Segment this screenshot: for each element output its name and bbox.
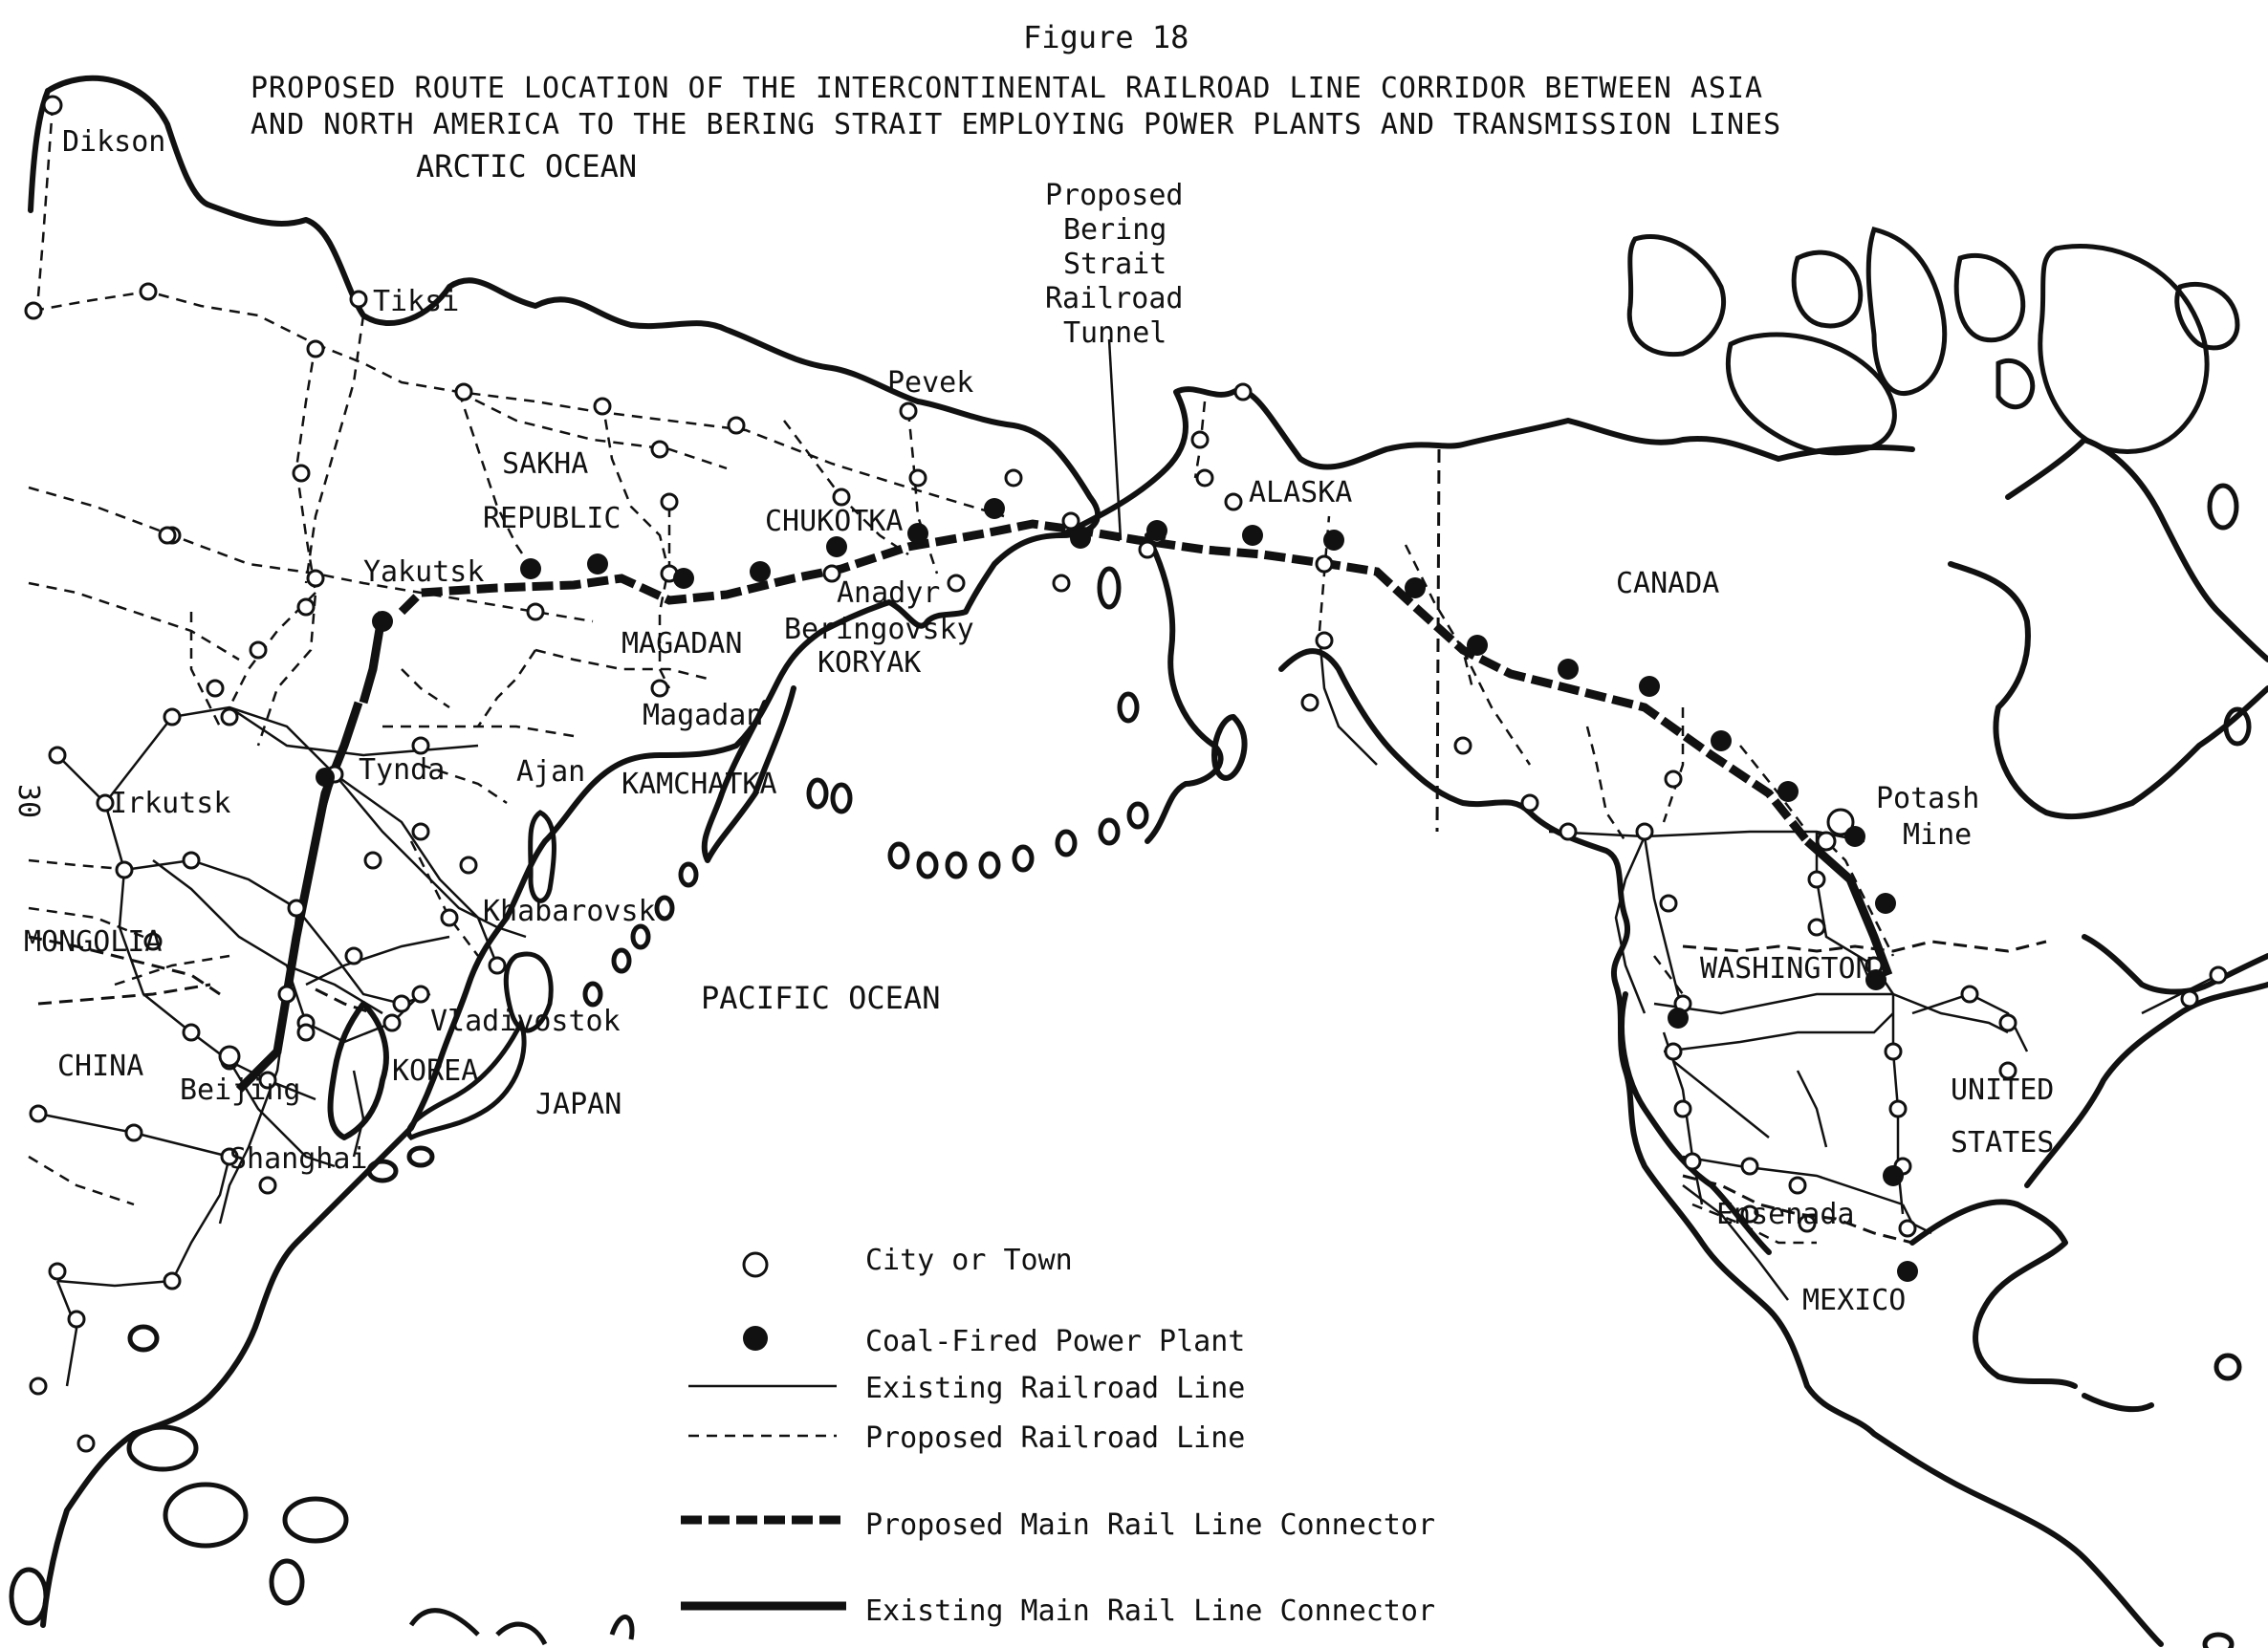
- city-marker: [1886, 1044, 1901, 1059]
- shanghai-label: Shanghai: [229, 1142, 368, 1176]
- city-marker: [184, 853, 199, 868]
- city-marker: [44, 97, 61, 114]
- city-marker: [1685, 1154, 1700, 1169]
- united-states-label-line1: UNITED: [1951, 1073, 2055, 1107]
- city-marker: [1790, 1178, 1805, 1193]
- city-marker: [1197, 470, 1212, 486]
- city-marker: [207, 681, 223, 696]
- sakha-label-line1: SAKHA: [502, 447, 589, 481]
- power-plant-marker: [520, 558, 541, 579]
- city-marker: [69, 1312, 84, 1327]
- irkutsk-label: Irkutsk: [110, 787, 231, 820]
- power-plant-marker: [1875, 893, 1896, 914]
- city-marker: [442, 910, 457, 925]
- city-marker: [528, 604, 543, 619]
- vladivostok-label: Vladivostok: [430, 1005, 621, 1038]
- pacific-ocean-label: PACIFIC OCEAN: [701, 980, 941, 1016]
- city-marker: [490, 958, 505, 973]
- city-marker: [351, 292, 366, 307]
- city-marker: [308, 571, 323, 586]
- power-plant-marker: [1639, 676, 1660, 697]
- city-marker: [1063, 513, 1079, 529]
- ajan-label: Ajan: [516, 755, 586, 789]
- power-plant-marker: [1242, 525, 1263, 546]
- city-marker: [160, 528, 175, 543]
- chukotka-label: CHUKOTKA: [765, 505, 904, 538]
- city-marker: [1226, 494, 1241, 510]
- city-marker: [279, 987, 294, 1002]
- margin-mark: 30: [11, 784, 45, 819]
- city-marker: [1900, 1221, 1915, 1236]
- map-labels: [11, 125, 2054, 1317]
- city-marker: [1140, 542, 1155, 557]
- tiksi-label: Tiksi: [373, 285, 460, 318]
- city-marker: [164, 1273, 180, 1289]
- kamchatka-label: KAMCHATKA: [622, 768, 777, 801]
- tunnel-label-line2: Bering: [1063, 213, 1167, 247]
- legend-city-symbol: [744, 1253, 767, 1276]
- arctic-ocean-label: ARCTIC OCEAN: [416, 148, 638, 184]
- power-plant-marker: [1558, 659, 1579, 680]
- city-marker: [126, 1125, 142, 1140]
- city-marker: [1560, 824, 1576, 839]
- power-plant-marker: [984, 498, 1005, 519]
- city-marker: [413, 738, 428, 753]
- city-marker: [1302, 695, 1318, 710]
- city-marker: [346, 948, 361, 964]
- city-marker: [1675, 1101, 1690, 1117]
- united-states-label-line2: STATES: [1951, 1126, 2055, 1160]
- power-plant-marker: [1777, 781, 1799, 802]
- power-plant-marker: [1070, 528, 1091, 549]
- city-marker: [1317, 633, 1332, 648]
- legend-proposed-main-label: Proposed Main Rail Line Connector: [865, 1508, 1436, 1542]
- koryak-label: KORYAK: [818, 646, 922, 680]
- legend-plant-label: Coal-Fired Power Plant: [865, 1325, 1246, 1358]
- tunnel-label-line3: Strait: [1063, 248, 1167, 281]
- city-marker: [1054, 575, 1069, 591]
- city-marker: [1455, 738, 1471, 753]
- power-plant-marker: [750, 561, 771, 582]
- legend: [681, 1244, 1435, 1628]
- city-marker: [595, 399, 610, 414]
- legend-proposed-rail-label: Proposed Railroad Line: [865, 1421, 1246, 1455]
- city-marker: [901, 403, 916, 419]
- city-marker: [1661, 896, 1676, 911]
- city-marker: [1809, 872, 1824, 887]
- city-marker: [1192, 432, 1208, 447]
- power-plant-marker: [1405, 577, 1426, 598]
- city-marker: [1666, 771, 1681, 787]
- power-plant-markers: [316, 498, 1918, 1282]
- mexico-label: MEXICO: [1802, 1284, 1907, 1317]
- power-plant-marker: [907, 523, 928, 544]
- power-plant-marker: [1467, 635, 1488, 656]
- city-marker: [220, 1047, 239, 1066]
- city-marker: [949, 575, 964, 591]
- city-marker: [413, 987, 428, 1002]
- tunnel-label-line4: Railroad: [1045, 282, 1184, 315]
- proposed-main-connector: [363, 524, 1807, 841]
- city-marker: [834, 489, 849, 505]
- canada-label: CANADA: [1616, 567, 1720, 600]
- magadan-label: Magadan: [643, 699, 764, 732]
- tynda-label: Tynda: [359, 753, 446, 787]
- city-marker: [308, 341, 323, 357]
- city-marker: [652, 442, 667, 457]
- city-marker: [461, 857, 476, 873]
- washington-label: WASHINGTON: [1700, 952, 1873, 986]
- city-marker: [1666, 1044, 1681, 1059]
- power-plant-marker: [1844, 826, 1865, 847]
- city-marker: [1522, 795, 1537, 811]
- city-marker: [729, 418, 744, 433]
- city-marker: [384, 1015, 400, 1030]
- city-marker: [184, 1025, 199, 1040]
- legend-plant-symbol: [743, 1326, 768, 1351]
- pevek-label: Pevek: [887, 366, 974, 400]
- city-marker: [251, 642, 266, 658]
- city-marker: [394, 996, 409, 1011]
- city-marker: [652, 681, 667, 696]
- city-marker: [78, 1436, 94, 1451]
- city-marker: [1890, 1101, 1906, 1117]
- city-marker: [1317, 556, 1332, 572]
- tunnel-label-line1: Proposed: [1045, 179, 1184, 212]
- ensenada-label: Ensenada: [1716, 1198, 1855, 1231]
- city-marker: [294, 466, 309, 481]
- city-marker: [1742, 1159, 1757, 1174]
- japan-label: JAPAN: [535, 1088, 622, 1121]
- alaska-label: ALASKA: [1249, 476, 1353, 510]
- city-marker: [413, 824, 428, 839]
- power-plant-marker: [1323, 530, 1344, 551]
- city-marker: [117, 862, 132, 878]
- legend-existing-main-label: Existing Main Rail Line Connector: [865, 1594, 1436, 1628]
- city-marker: [2182, 991, 2197, 1007]
- city-marker: [164, 709, 180, 725]
- city-marker: [222, 709, 237, 725]
- yakutsk-label: Yakutsk: [363, 555, 485, 589]
- power-plant-marker: [673, 568, 694, 589]
- power-plant-marker: [587, 553, 608, 575]
- korea-label: KOREA: [392, 1054, 479, 1088]
- city-marker: [662, 494, 677, 510]
- figure-number: Figure 18: [1023, 19, 1189, 55]
- city-marker: [50, 748, 65, 763]
- potash-mine-label-line1: Potash: [1876, 782, 1980, 815]
- city-marker: [1962, 987, 1977, 1002]
- city-marker: [31, 1106, 46, 1121]
- potash-mine-label-line2: Mine: [1903, 818, 1973, 852]
- city-marker: [1818, 833, 1835, 850]
- legend-city-label: City or Town: [865, 1244, 1073, 1277]
- city-marker: [910, 470, 926, 486]
- city-marker: [1006, 470, 1021, 486]
- magadan-region-label: MAGADAN: [622, 627, 743, 661]
- legend-existing-rail-label: Existing Railroad Line: [865, 1372, 1246, 1405]
- city-marker: [1235, 384, 1251, 400]
- figure-title-line1: PROPOSED ROUTE LOCATION OF THE INTERCONTINENTAL RAILROAD LINE CORRIDOR BETWEEN ASIA: [251, 72, 1764, 105]
- city-marker: [1637, 824, 1652, 839]
- city-marker: [365, 853, 381, 868]
- khabarovsk-label: Khabarovsk: [483, 895, 656, 928]
- power-plant-marker: [1883, 1165, 1904, 1186]
- tunnel-label-line5: Tunnel: [1063, 316, 1167, 350]
- power-plant-marker: [1668, 1008, 1689, 1029]
- dikson-label: Dikson: [62, 125, 166, 159]
- power-plant-marker: [826, 536, 847, 557]
- city-marker: [31, 1378, 46, 1394]
- figure-title-line2: AND NORTH AMERICA TO THE BERING STRAIT EMPLOYING POWER PLANTS AND TRANSMISSION LINES: [251, 108, 1782, 141]
- city-marker: [1809, 920, 1824, 935]
- anadyr-label: Anadyr: [837, 576, 941, 610]
- city-marker: [2000, 1015, 2016, 1030]
- beringovsky-label: Beringovsky: [784, 613, 974, 646]
- city-marker: [298, 1025, 314, 1040]
- mongolia-label: MONGOLIA: [24, 925, 163, 959]
- power-plant-marker: [1897, 1261, 1918, 1282]
- city-marker: [50, 1264, 65, 1279]
- beijing-label: Beijing: [180, 1073, 301, 1107]
- china-label: CHINA: [57, 1050, 144, 1083]
- sakha-label-line2: REPUBLIC: [483, 502, 622, 535]
- city-marker: [456, 384, 471, 400]
- power-plant-marker: [1711, 730, 1732, 751]
- city-marker: [289, 900, 304, 916]
- city-marker: [141, 284, 156, 299]
- proposed-rail-network: [29, 105, 1893, 1243]
- power-plant-marker: [316, 768, 335, 787]
- city-marker: [298, 599, 314, 615]
- power-plant-marker: [1146, 520, 1167, 541]
- city-marker: [26, 303, 41, 318]
- city-marker: [260, 1178, 275, 1193]
- city-marker: [2211, 967, 2226, 983]
- power-plant-marker: [372, 611, 393, 632]
